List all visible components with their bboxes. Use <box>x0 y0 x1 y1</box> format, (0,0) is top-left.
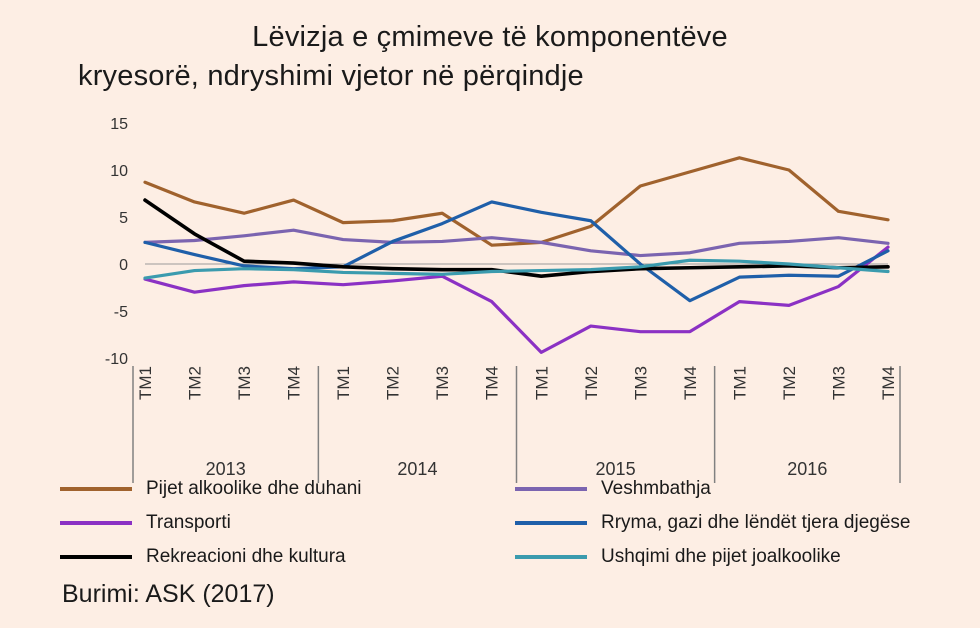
legend-label: Rryma, gazi dhe lëndët tjera djegëse <box>601 512 911 533</box>
chart-legend <box>60 478 960 568</box>
x-tick-label: TM4 <box>284 366 304 400</box>
legend-item <box>60 478 505 500</box>
x-tick-label: TM3 <box>829 366 849 400</box>
title-line-1: Lëvizja e çmimeve të komponentëve <box>252 21 728 53</box>
x-tick-label: TM3 <box>433 366 453 400</box>
legend-label: Transporti <box>146 512 231 533</box>
y-tick-label: 0 <box>119 257 128 274</box>
y-tick-label: 5 <box>119 210 128 227</box>
x-tick-label: TM2 <box>383 366 403 400</box>
legend-label: Pijet alkoolike dhe duhani <box>146 478 362 499</box>
legend-label: Veshmbathja <box>601 478 711 499</box>
x-group-label: 2016 <box>787 459 828 479</box>
x-group-label: 2015 <box>595 459 636 479</box>
x-tick-label: TM2 <box>185 366 205 400</box>
legend-item <box>515 546 960 568</box>
y-tick-label: 10 <box>110 163 128 180</box>
legend-swatch-icon <box>60 487 132 491</box>
x-tick-label: TM3 <box>631 366 651 400</box>
legend-swatch-icon <box>515 487 587 491</box>
legend-label: Ushqimi dhe pijet joalkoolike <box>601 546 841 567</box>
y-tick-label: -10 <box>104 351 128 368</box>
legend-item <box>60 512 505 534</box>
legend-swatch-icon <box>60 555 132 559</box>
title-line-2: kryesorë, ndryshimi vjetor në përqindje <box>78 60 584 93</box>
legend-item <box>515 512 960 534</box>
x-tick-label: TM1 <box>532 366 552 400</box>
x-tick-label: TM4 <box>680 366 700 400</box>
x-tick-label: TM4 <box>482 366 502 400</box>
x-tick-label: TM1 <box>730 366 750 400</box>
x-tick-label: TM4 <box>879 366 898 400</box>
chart-plot-area <box>0 105 980 479</box>
legend-item <box>60 546 505 568</box>
x-tick-label: TM2 <box>779 366 799 400</box>
x-tick-label: TM3 <box>235 366 255 400</box>
x-group-label: 2014 <box>397 459 438 479</box>
y-tick-label: 15 <box>110 116 128 133</box>
x-tick-label: TM1 <box>334 366 354 400</box>
source-note: Burimi: ASK (2017) <box>62 580 275 608</box>
line-chart <box>0 105 980 479</box>
x-tick-label: TM1 <box>136 366 155 400</box>
legend-label: Rekreacioni dhe kultura <box>146 546 346 567</box>
page-title <box>60 18 920 96</box>
legend-swatch-icon <box>60 521 132 525</box>
x-group-label: 2013 <box>205 459 246 479</box>
series-line <box>145 158 888 245</box>
legend-swatch-icon <box>515 521 587 525</box>
y-tick-label: -5 <box>113 304 128 321</box>
x-tick-label: TM2 <box>581 366 601 400</box>
legend-item <box>515 478 960 500</box>
legend-swatch-icon <box>515 555 587 559</box>
